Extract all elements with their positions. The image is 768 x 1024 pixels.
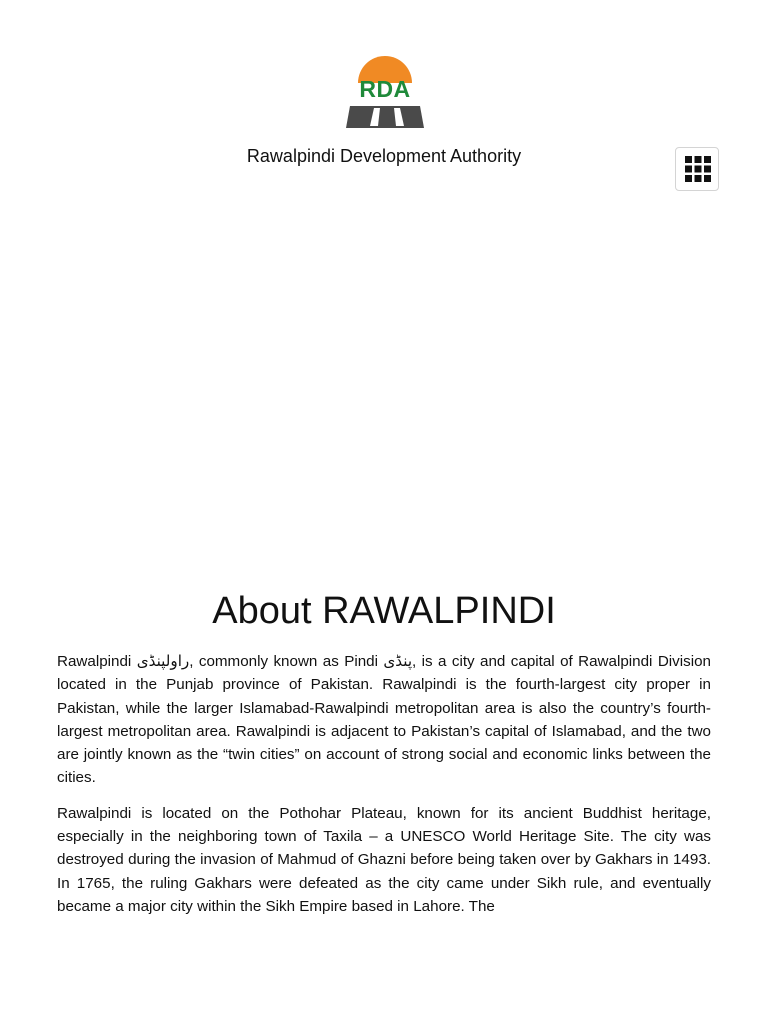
grid-menu-icon bbox=[685, 156, 711, 182]
about-title: About RAWALPINDI bbox=[212, 590, 556, 632]
p1-start: Rawalpindi bbox=[57, 653, 132, 670]
urdu-name: راولپنڈی bbox=[136, 652, 190, 670]
site-header bbox=[0, 0, 768, 200]
menu-button[interactable] bbox=[675, 147, 719, 191]
urdu-short-name: پنڈی bbox=[383, 652, 413, 670]
about-paragraph-1 bbox=[57, 650, 711, 790]
site-title: Rawalpindi Development Authority bbox=[246, 146, 522, 166]
rda-logo[interactable] bbox=[344, 56, 426, 130]
hero-banner-area bbox=[0, 200, 768, 580]
p1-rest: , is a city and capital of Rawalpindi Division located in the Punjab province of Pakistan. Rawalpindi is the fourth-largest city proper in Pakistan, while the larger Islamabad-Rawalpindi metropolitan area is also the country’s fourth-largest metropolitan area. Rawalpindi is adjacent to Pakistan’s capital of Islamabad, and the two are jointly known as the “twin cities” on account of strong social and economic links between the cities. bbox=[57, 653, 711, 787]
logo-text: RDA bbox=[359, 76, 411, 102]
p1-mid: , commonly known as Pindi bbox=[189, 653, 378, 670]
about-paragraph-2: Rawalpindi is located on the Pothohar Plateau, known for its ancient Buddhist heritage, especially in the neighboring town of Taxila – a UNESCO World Heritage Site. The city was destroyed during the invasion of Mahmud of Ghazni before being taken over by Gakhars in 1493. In 1765, the ruling Gakhars were defeated as the city came under Sikh rule, and eventually became a major city within the Sikh Empire based in Lahore. The bbox=[57, 804, 711, 915]
about-content bbox=[57, 650, 711, 922]
